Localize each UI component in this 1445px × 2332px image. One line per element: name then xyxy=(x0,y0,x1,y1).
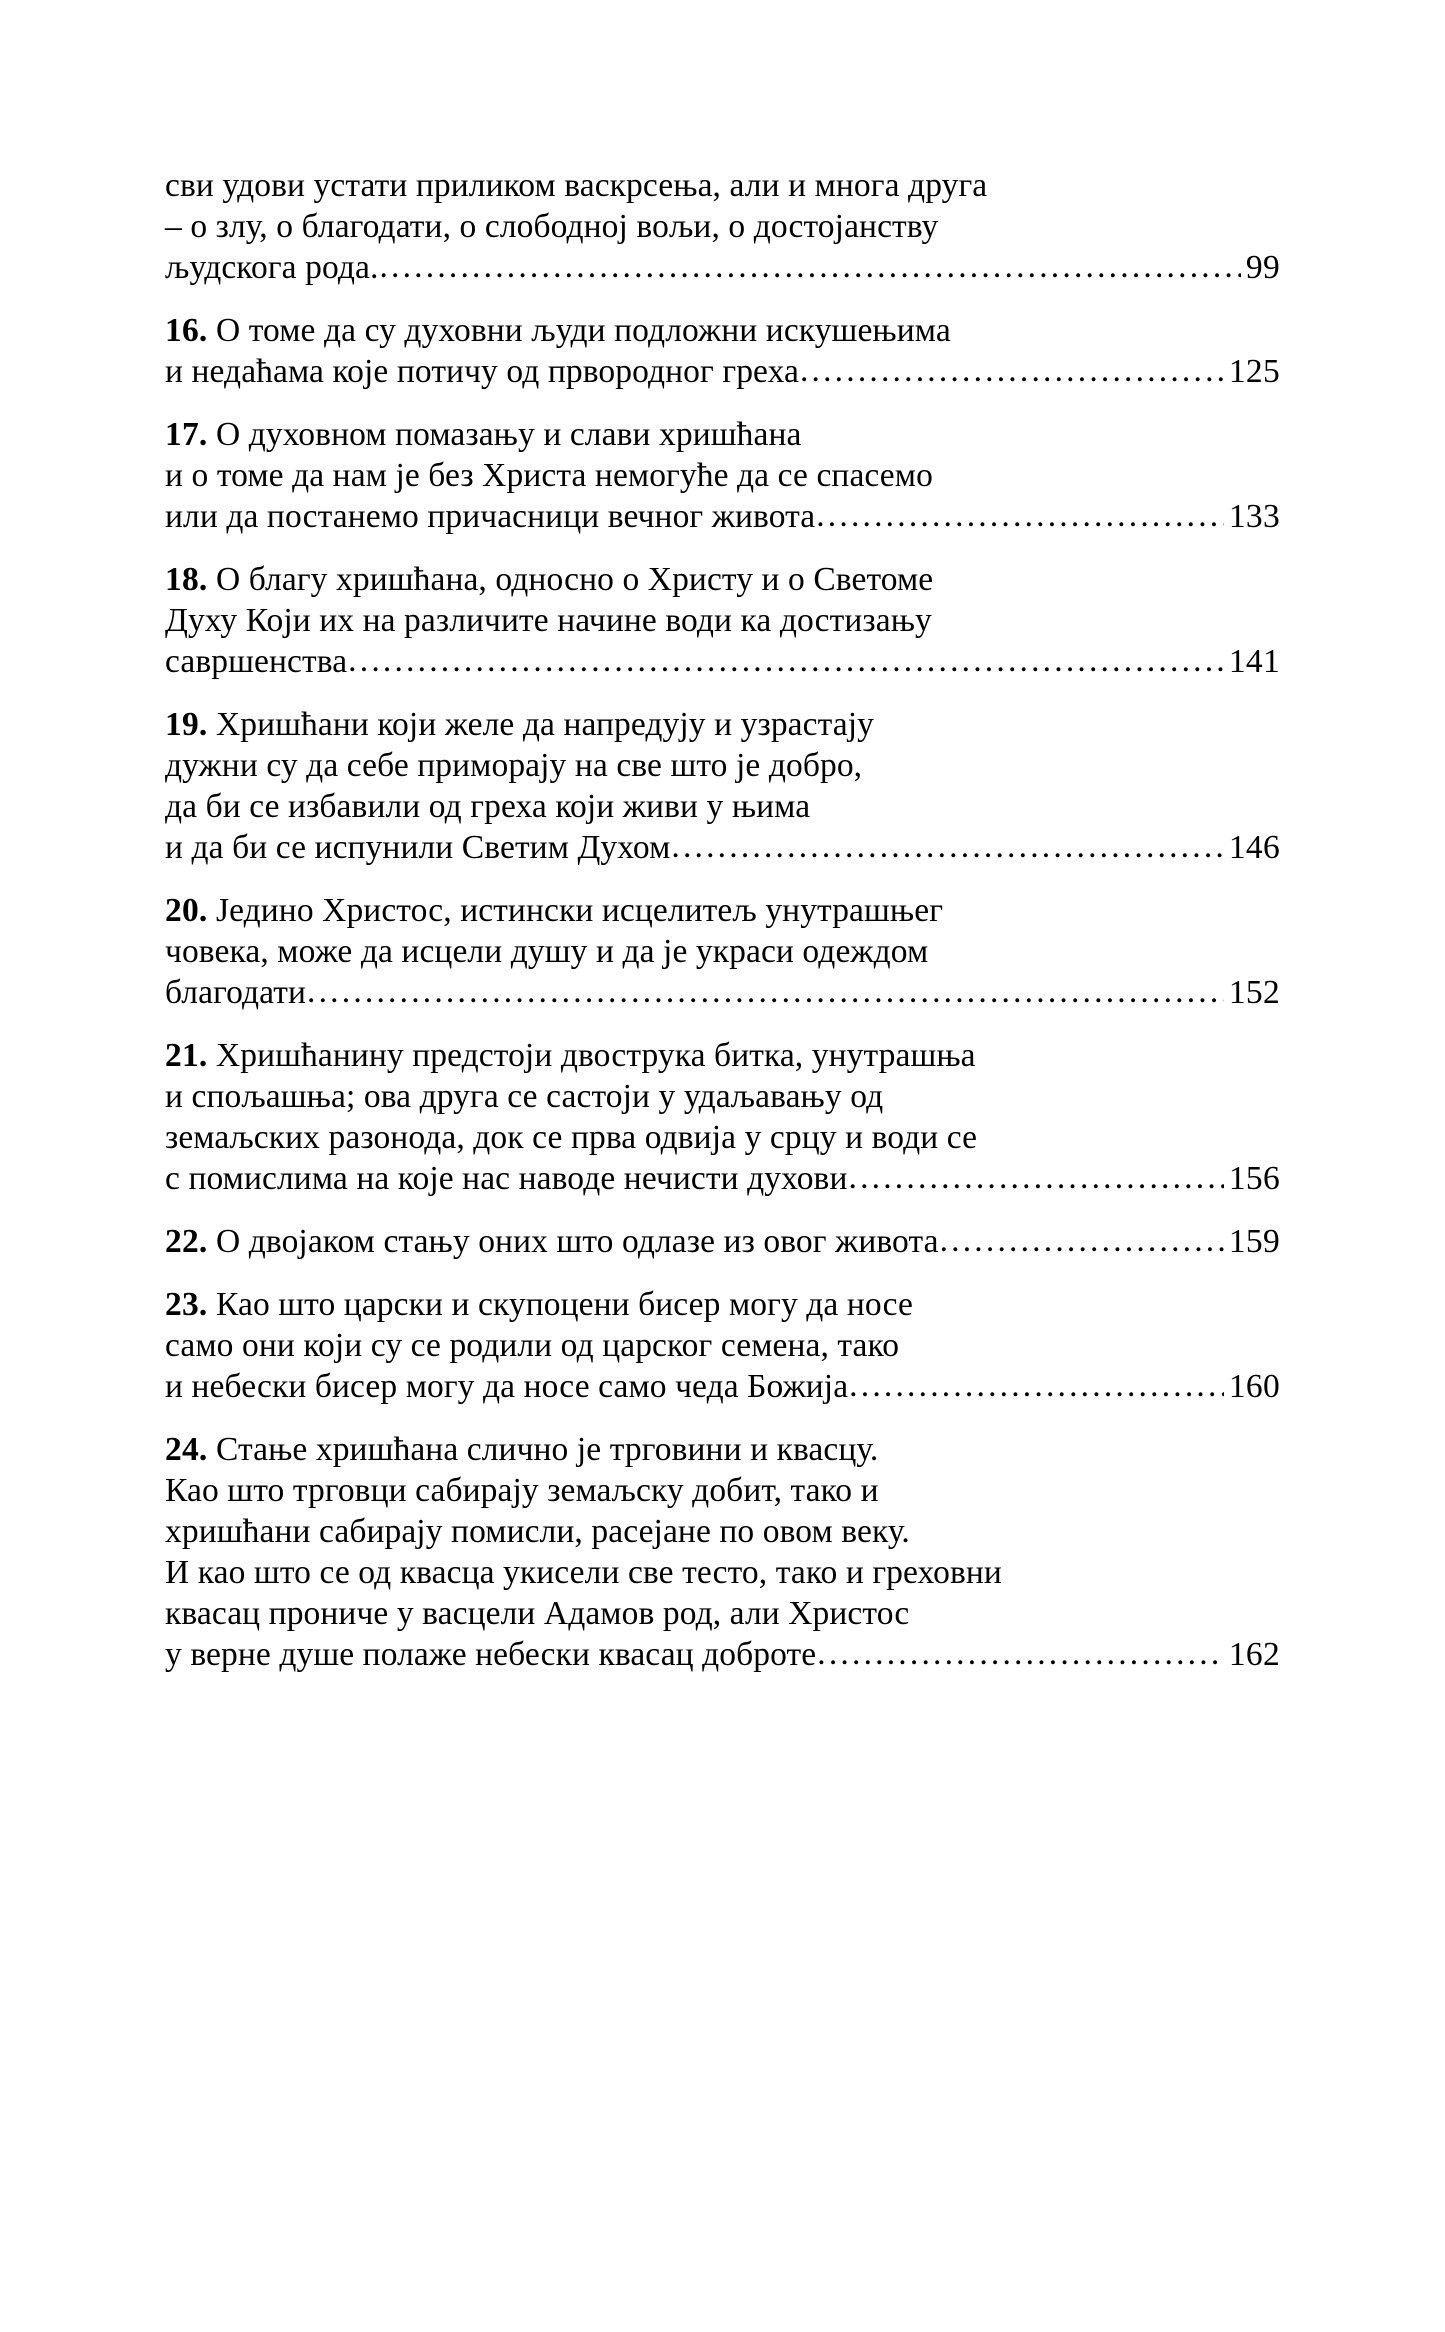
dot-leader xyxy=(849,1365,1224,1406)
toc-entry-line xyxy=(165,1552,1280,1593)
toc-entry[interactable] xyxy=(165,414,1280,537)
toc-page-number[interactable]: 99 xyxy=(1245,249,1280,286)
toc-page-number[interactable]: 152 xyxy=(1228,974,1280,1011)
toc-entry-line-text: – о злу, о благодати, о слободној вољи, о достојанству xyxy=(165,208,939,245)
table-of-contents xyxy=(165,165,1280,1675)
toc-entry-line-text: сви удови устати приликом васкрсења, али и многа друга xyxy=(165,167,988,204)
toc-entry-line-text: И као што се од квасца укисели све тесто, тако и греховни xyxy=(165,1554,1002,1591)
toc-page-number[interactable]: 125 xyxy=(1228,353,1280,390)
toc-entry-line xyxy=(165,165,1280,206)
toc-entry-line-text: Стање хришћана слично је трговини и квасцу. xyxy=(215,1431,879,1468)
toc-entry-line xyxy=(165,1511,1280,1552)
toc-entry-line-text: савршенства xyxy=(165,643,348,680)
toc-entry-line xyxy=(165,972,1280,1013)
dot-leader xyxy=(379,246,1240,287)
toc-entry-line xyxy=(165,496,1280,537)
dot-leader xyxy=(817,1633,1224,1674)
toc-entry-text xyxy=(165,972,306,1013)
toc-entry-number: 24. xyxy=(165,1431,208,1468)
toc-entry-line-text: дужни су да себе приморају на све што је добро, xyxy=(165,747,863,784)
toc-entry-line-text: земаљских разонода, док се прва одвија у срцу и води се xyxy=(165,1119,978,1156)
toc-entry[interactable] xyxy=(165,704,1280,868)
toc-entry-text xyxy=(165,1158,848,1199)
toc-entry-line xyxy=(165,786,1280,827)
toc-page-number[interactable]: 141 xyxy=(1228,643,1280,680)
toc-entry-line xyxy=(165,890,1280,931)
toc-entry-line xyxy=(165,1117,1280,1158)
toc-page-number[interactable]: 162 xyxy=(1228,1636,1280,1673)
toc-entry-line xyxy=(165,1470,1280,1511)
toc-entry-line-text: или да постанемо причасници вечног живота xyxy=(165,498,816,535)
toc-entry[interactable] xyxy=(165,165,1280,288)
toc-entry-text xyxy=(165,1221,939,1262)
toc-entry-line-text: О благу хришћана, односно о Христу и о Светоме xyxy=(215,561,934,598)
toc-entry-line xyxy=(165,641,1280,682)
toc-entry-line xyxy=(165,827,1280,868)
toc-entry-line xyxy=(165,931,1280,972)
toc-entry[interactable] xyxy=(165,1221,1280,1262)
toc-entry-line xyxy=(165,1325,1280,1366)
toc-entry-line-text: Хришћани који желе да напредују и узрастају xyxy=(215,706,874,743)
toc-entry-text xyxy=(165,247,378,288)
dot-leader xyxy=(348,640,1224,681)
dot-leader xyxy=(307,971,1224,1012)
toc-entry-line-text: и да би се испунили Светим Духом xyxy=(165,829,671,866)
toc-entry-line-text: човека, може да исцели душу и да је украси одеждом xyxy=(165,933,929,970)
toc-entry-line xyxy=(165,455,1280,496)
toc-entry[interactable] xyxy=(165,890,1280,1013)
toc-entry-line-text: с помислима на које нас наводе нечисти духови xyxy=(165,1160,848,1197)
toc-page-number[interactable]: 156 xyxy=(1228,1160,1280,1197)
toc-entry-line-text: О двојаком стању оних што одлазе из овог живота xyxy=(215,1223,939,1260)
toc-entry-line xyxy=(165,1035,1280,1076)
toc-entry[interactable] xyxy=(165,1284,1280,1407)
toc-entry-line xyxy=(165,310,1280,351)
toc-entry-line-text: Хришћанину предстоји двострука битка, унутрашња xyxy=(215,1037,976,1074)
dot-leader xyxy=(816,495,1224,536)
toc-entry-line-text: само они који су се родили од царског семена, тако xyxy=(165,1327,900,1364)
toc-entry-line-text: квасац прониче у васцели Адамов род, али Христос xyxy=(165,1595,910,1632)
toc-entry-line xyxy=(165,1221,1280,1262)
toc-entry-line-text: Духу Који их на различите начине води ка достизању xyxy=(165,602,932,639)
toc-entry-line xyxy=(165,1076,1280,1117)
dot-leader xyxy=(940,1220,1224,1261)
toc-page-number[interactable]: 133 xyxy=(1228,498,1280,535)
toc-entry-line-text: Као што трговци сабирају земаљску добит, тако и xyxy=(165,1472,879,1509)
toc-entry-number: 21. xyxy=(165,1037,208,1074)
toc-entry-line xyxy=(165,1634,1280,1675)
toc-entry-line xyxy=(165,414,1280,455)
toc-entry-line xyxy=(165,1593,1280,1634)
toc-entry[interactable] xyxy=(165,559,1280,682)
toc-entry[interactable] xyxy=(165,1429,1280,1675)
toc-entry-line-text: Као што царски и скупоцени бисер могу да носе xyxy=(215,1286,913,1323)
toc-entry-line-text: и спољашња; ова друга се састоји у удаљавању од xyxy=(165,1078,884,1115)
toc-entry-line-text: О томе да су духовни људи подложни искушењима xyxy=(215,312,951,349)
dot-leader xyxy=(849,1157,1224,1198)
toc-entry-line xyxy=(165,600,1280,641)
toc-entry-text xyxy=(165,496,815,537)
toc-entry-line xyxy=(165,1158,1280,1199)
toc-page-number[interactable]: 160 xyxy=(1228,1368,1280,1405)
toc-entry-line xyxy=(165,247,1280,288)
toc-entry-line xyxy=(165,1429,1280,1470)
toc-entry-text xyxy=(165,827,670,868)
toc-entry-line xyxy=(165,351,1280,392)
toc-entry[interactable] xyxy=(165,310,1280,392)
toc-entry-line-text: хришћани сабирају помисли, расејане по овом веку. xyxy=(165,1513,910,1550)
toc-entry-line xyxy=(165,704,1280,745)
toc-entry-line-text: и небески бисер могу да носе само чеда Божија xyxy=(165,1368,849,1405)
toc-page-number[interactable]: 146 xyxy=(1228,829,1280,866)
toc-entry-line-text: људскога рода. xyxy=(165,249,379,286)
toc-entry-line-text: и о томе да нам је без Христа немогуће да се спасемо xyxy=(165,457,933,494)
toc-entry-line xyxy=(165,559,1280,600)
toc-entry-text xyxy=(165,1366,848,1407)
dot-leader xyxy=(800,350,1224,391)
toc-entry-number: 23. xyxy=(165,1286,208,1323)
toc-entry-line-text: да би се избавили од греха који живи у њима xyxy=(165,788,811,825)
toc-entry-line xyxy=(165,1284,1280,1325)
toc-entry[interactable] xyxy=(165,1035,1280,1199)
toc-entry-line-text: у верне душе полаже небески квасац доброте xyxy=(165,1636,817,1673)
toc-entry-line xyxy=(165,1366,1280,1407)
toc-entry-text xyxy=(165,351,799,392)
toc-entry-line xyxy=(165,206,1280,247)
toc-entry-number: 19. xyxy=(165,706,208,743)
toc-entry-number: 16. xyxy=(165,312,208,349)
toc-entry-line-text: О духовном помазању и слави хришћана xyxy=(215,416,802,453)
toc-entry-number: 17. xyxy=(165,416,208,453)
toc-entry-line-text: благодати xyxy=(165,974,307,1011)
toc-entry-number: 18. xyxy=(165,561,208,598)
toc-entry-number: 20. xyxy=(165,892,208,929)
toc-entry-line xyxy=(165,745,1280,786)
toc-entry-line-text: и недаћама које потичу од првородног греха xyxy=(165,353,799,390)
toc-entry-text xyxy=(165,1634,816,1675)
toc-page-number[interactable]: 159 xyxy=(1228,1223,1280,1260)
toc-entry-line-text: Једино Христос, истински исцелитељ унутрашњег xyxy=(215,892,944,929)
dot-leader xyxy=(671,826,1223,867)
toc-entry-text xyxy=(165,641,347,682)
toc-entry-number: 22. xyxy=(165,1223,208,1260)
